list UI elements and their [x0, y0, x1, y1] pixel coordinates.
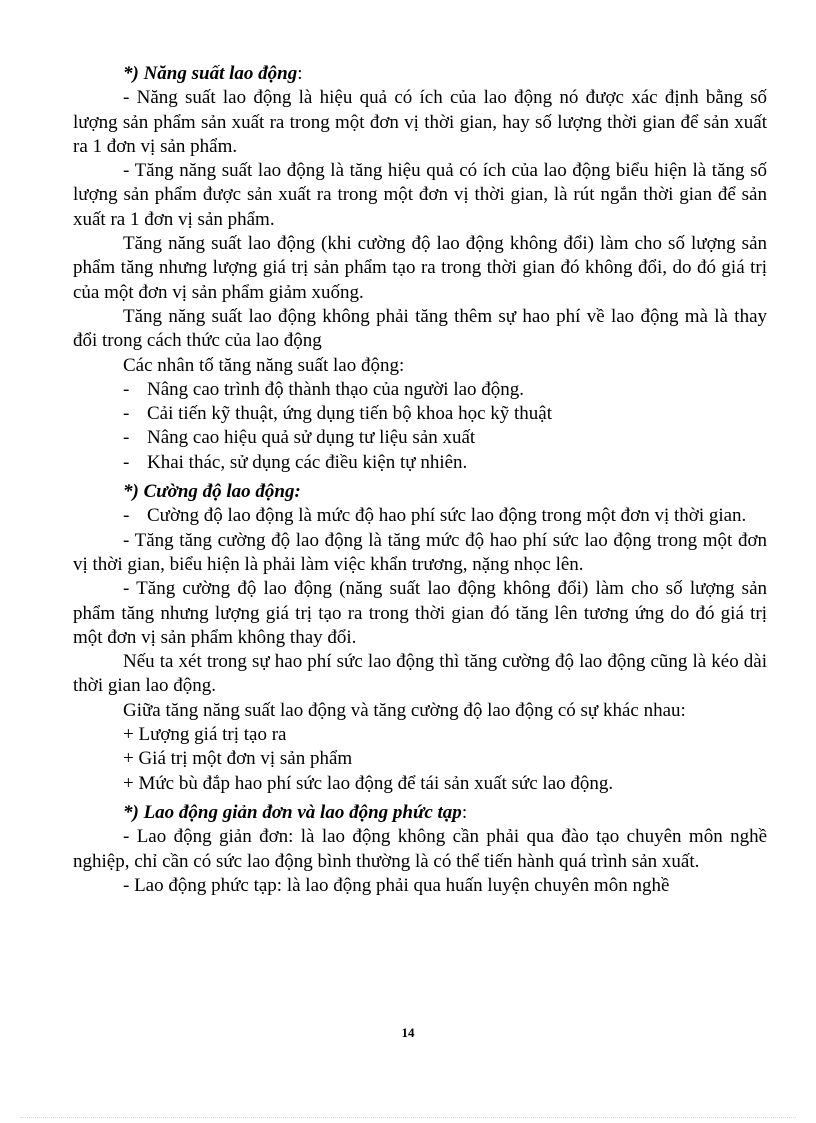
document-page: [73, 60, 767, 898]
paragraph: - Lao động giản đơn: là lao động không cần phải qua đào tạo chuyên môn nghề nghiệp, chỉ cần có sức lao động bình thường là có thể tiến hành quá trình sản xuất.: [73, 826, 767, 872]
paragraph: Nếu ta xét trong sự hao phí sức lao động thì tăng cường độ lao động cũng là kéo dài thời gian lao động.: [73, 651, 767, 697]
paragraph: - Tăng tăng cường độ lao động là tăng mức độ hao phí sức lao động trong một đơn vị thời gian, biểu hiện là phải làm việc khẩn trương, nặng nhọc lên.: [73, 529, 767, 575]
dash-marker: -: [123, 451, 130, 473]
list-item: - Cường độ lao động là mức độ hao phí sức lao động trong một đơn vị thời gian.: [123, 504, 767, 528]
dash-marker: -: [123, 505, 130, 527]
list-item: + Giá trị một đơn vị sản phẩm: [123, 748, 353, 770]
section-heading-labor-productivity: [73, 62, 767, 86]
paragraph: Giữa tăng năng suất lao động và tăng cường độ lao động có sự khác nhau:: [123, 699, 686, 721]
dash-marker: -: [123, 427, 130, 449]
page-bottom-edge: [20, 1117, 796, 1118]
dash-marker: -: [123, 403, 130, 425]
list-item: - Cải tiến kỹ thuật, ứng dụng tiến bộ khoa học kỹ thuật: [123, 402, 767, 426]
list-item: + Lượng giá trị tạo ra: [123, 724, 287, 746]
paragraph: Các nhân tố tăng năng suất lao động:: [123, 354, 405, 376]
page-number: 14: [401, 1025, 415, 1040]
paragraph: Tăng năng suất lao động không phải tăng thêm sự hao phí về lao động mà là thay đổi trong cách thức của lao động: [73, 305, 767, 352]
paragraph: - Tăng năng suất lao động là tăng hiệu quả có ích của lao động biểu hiện là tăng số lượng sản phẩm được sản xuất ra trong một đơn vị thời gian, là rút ngắn thời gian để sản xuất ra 1 đơn vị sản phẩm.: [73, 160, 767, 230]
differences-list: [73, 723, 767, 796]
heading-colon: :: [461, 801, 468, 823]
list-item: - Nâng cao trình độ thành thạo của người lao động.: [123, 378, 767, 402]
section-heading-simple-complex-labor: [73, 801, 767, 825]
intensity-definition-list: [73, 504, 767, 528]
list-item: - Nâng cao hiệu quả sử dụng tư liệu sản xuất: [123, 426, 767, 450]
paragraph: - Lao động phức tạp: là lao động phải qua huấn luyện chuyên môn nghề: [123, 874, 670, 896]
paragraph: - Năng suất lao động là hiệu quả có ích của lao động nó được xác định bằng số lượng sản phẩm sản xuất ra trong một đơn vị thời gian, hay số lượng thời gian để sản xuất ra 1 đơn vị sản phẩm.: [73, 87, 767, 157]
heading-text: *) Lao động giản đơn và lao động phức tạp: [123, 801, 462, 823]
dash-marker: -: [123, 378, 130, 400]
heading-text: *) Năng suất lao động: [123, 63, 298, 84]
factors-list: [73, 378, 767, 475]
list-item: - Khai thác, sử dụng các điều kiện tự nhiên.: [123, 451, 767, 475]
heading-colon: :: [297, 63, 303, 84]
section-heading-labor-intensity: *) Cường độ lao động:: [123, 481, 301, 503]
list-item: + Mức bù đắp hao phí sức lao động để tái sản xuất sức lao động.: [123, 772, 614, 794]
paragraph: Tăng năng suất lao động (khi cường độ lao động không đổi) làm cho số lượng sản phẩm tăng nhưng lượng giá trị sản phẩm tạo ra trong thời gian đó không đổi, do đó giá trị của một đơn vị sản phẩm giảm xuống.: [73, 233, 767, 303]
paragraph: - Tăng cường độ lao động (năng suất lao động không đổi) làm cho số lượng sản phẩm tăng nhưng lượng giá trị tạo ra trong thời gian đó tăng lên tương ứng do đó giá trị một đơn vị sản phẩm không thay đổi.: [73, 578, 767, 648]
